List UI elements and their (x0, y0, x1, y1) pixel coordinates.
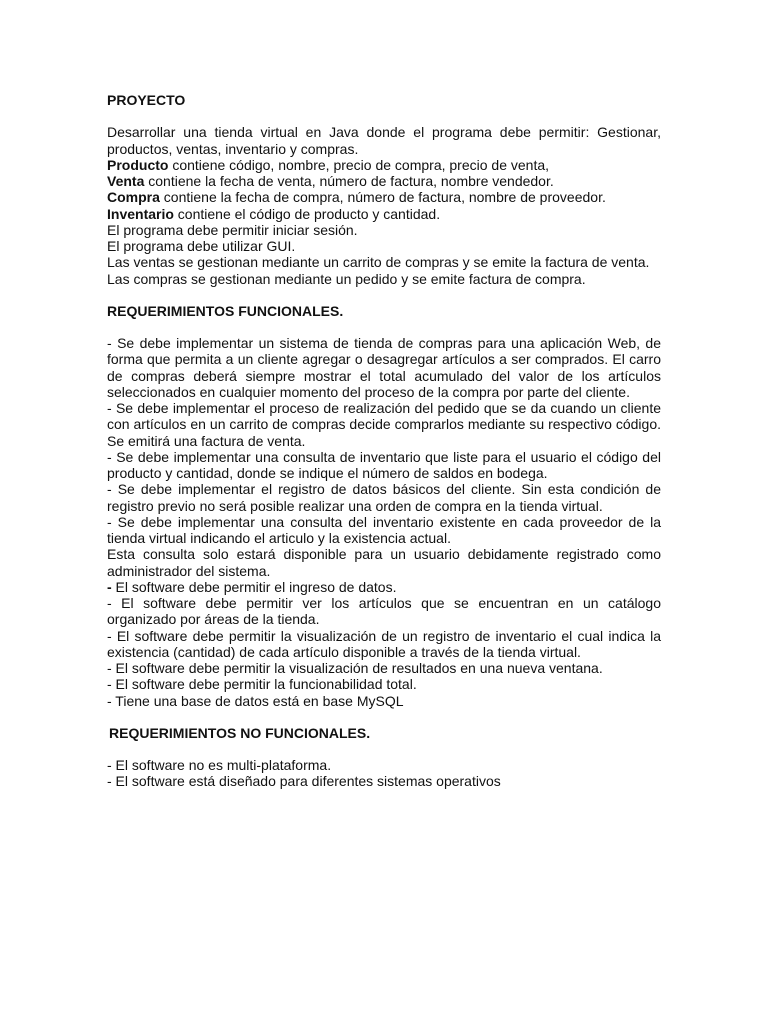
definition-text: contiene código, nombre, precio de compra, precio de venta, (168, 156, 550, 173)
requirement-item: - Tiene una base de datos está en base MySQL (107, 692, 404, 709)
body-line: El programa debe utilizar GUI. (107, 238, 296, 254)
spacer (107, 319, 661, 335)
definition-text: contiene la fecha de compra, número de factura, nombre de proveedor. (159, 189, 606, 206)
requirement-item: Esta consulta solo estará disponible para un usuario debidamente registrado como administrador del sistema. (107, 546, 661, 579)
requirement-item: - El software debe permitir la visualización de resultados en una nueva ventana. (107, 660, 603, 676)
requirement-item (107, 579, 661, 595)
requirement-item: - Se debe implementar el registro de datos básicos del cliente. Sin esta condición de registro previo no será posible realizar una orden de compra en la tienda virtual. (107, 481, 661, 514)
body-line: El programa debe permitir iniciar sesión. (107, 221, 358, 238)
body-line: Las compras se gestionan mediante un pedido y se emite factura de compra. (107, 270, 586, 287)
requirement-item: - El software está diseñado para diferentes sistemas operativos (107, 773, 501, 790)
definition-inventario (107, 206, 661, 222)
document-title: PROYECTO (107, 92, 186, 108)
spacer (107, 741, 661, 757)
definition-producto (107, 157, 661, 173)
requirement-item: - Se debe implementar una consulta del inventario existente en cada proveedor de la tienda virtual indicando el articulo y la existencia actual. (107, 513, 661, 546)
definition-venta (107, 173, 661, 189)
definition-term: Compra (107, 189, 160, 206)
requirement-item: - Se debe implementar una consulta de inventario que liste para el usuario el código del producto y cantidad, donde se indique el número de saldos en bodega. (107, 448, 661, 481)
body-line: Las ventas se gestionan mediante un carrito de compras y se emite la factura de venta. (107, 254, 650, 271)
spacer (107, 287, 661, 303)
definition-term: Venta (107, 173, 145, 189)
definition-term: Producto (107, 156, 169, 173)
definition-compra (107, 189, 661, 205)
requirement-item: - El software debe permitir la funcionabilidad total. (107, 676, 417, 693)
definition-term: Inventario (107, 205, 174, 222)
definition-text: contiene el código de producto y cantidad. (173, 205, 441, 222)
definition-text: contiene la fecha de venta, número de factura, nombre vendedor. (144, 173, 554, 189)
requirement-item: - Se debe implementar un sistema de tienda de compras para una aplicación Web, de forma que permita a un cliente agregar o desagregar artículos a ser comprados. El carro de compras deberá siempre mostrar el total acumulado del valor de los artículos seleccionados en cualquier momento del proceso de la compra por parte del cliente. (107, 335, 661, 400)
requirement-item: - El software no es multi-plataforma. (107, 757, 332, 773)
requirement-item: - Se debe implementar el proceso de realización del pedido que se da cuando un cliente con artículos en un carrito de compras decide comprarlos mediante su respectivo código. Se emitirá una factura de venta. (107, 400, 661, 449)
section-heading-no-funcionales: REQUERIMIENTOS NO FUNCIONALES. (109, 724, 371, 741)
bold-dash: - (107, 578, 112, 595)
spacer (107, 108, 661, 124)
requirement-text: El software debe permitir el ingreso de datos. (111, 578, 397, 595)
intro-paragraph: Desarrollar una tienda virtual en Java donde el programa debe permitir: Gestionar, productos, ventas, inventario y compras. (107, 124, 661, 157)
document-page (107, 92, 661, 790)
spacer (107, 709, 661, 725)
requirement-item: - El software debe permitir la visualización de un registro de inventario el cual indica la existencia (cantidad) de cada artículo disponible a través de la tienda virtual. (107, 627, 661, 660)
section-heading-funcionales: REQUERIMIENTOS FUNCIONALES. (107, 302, 344, 319)
requirement-item: - El software debe permitir ver los artículos que se encuentran en un catálogo organizado por áreas de la tienda. (107, 595, 661, 628)
